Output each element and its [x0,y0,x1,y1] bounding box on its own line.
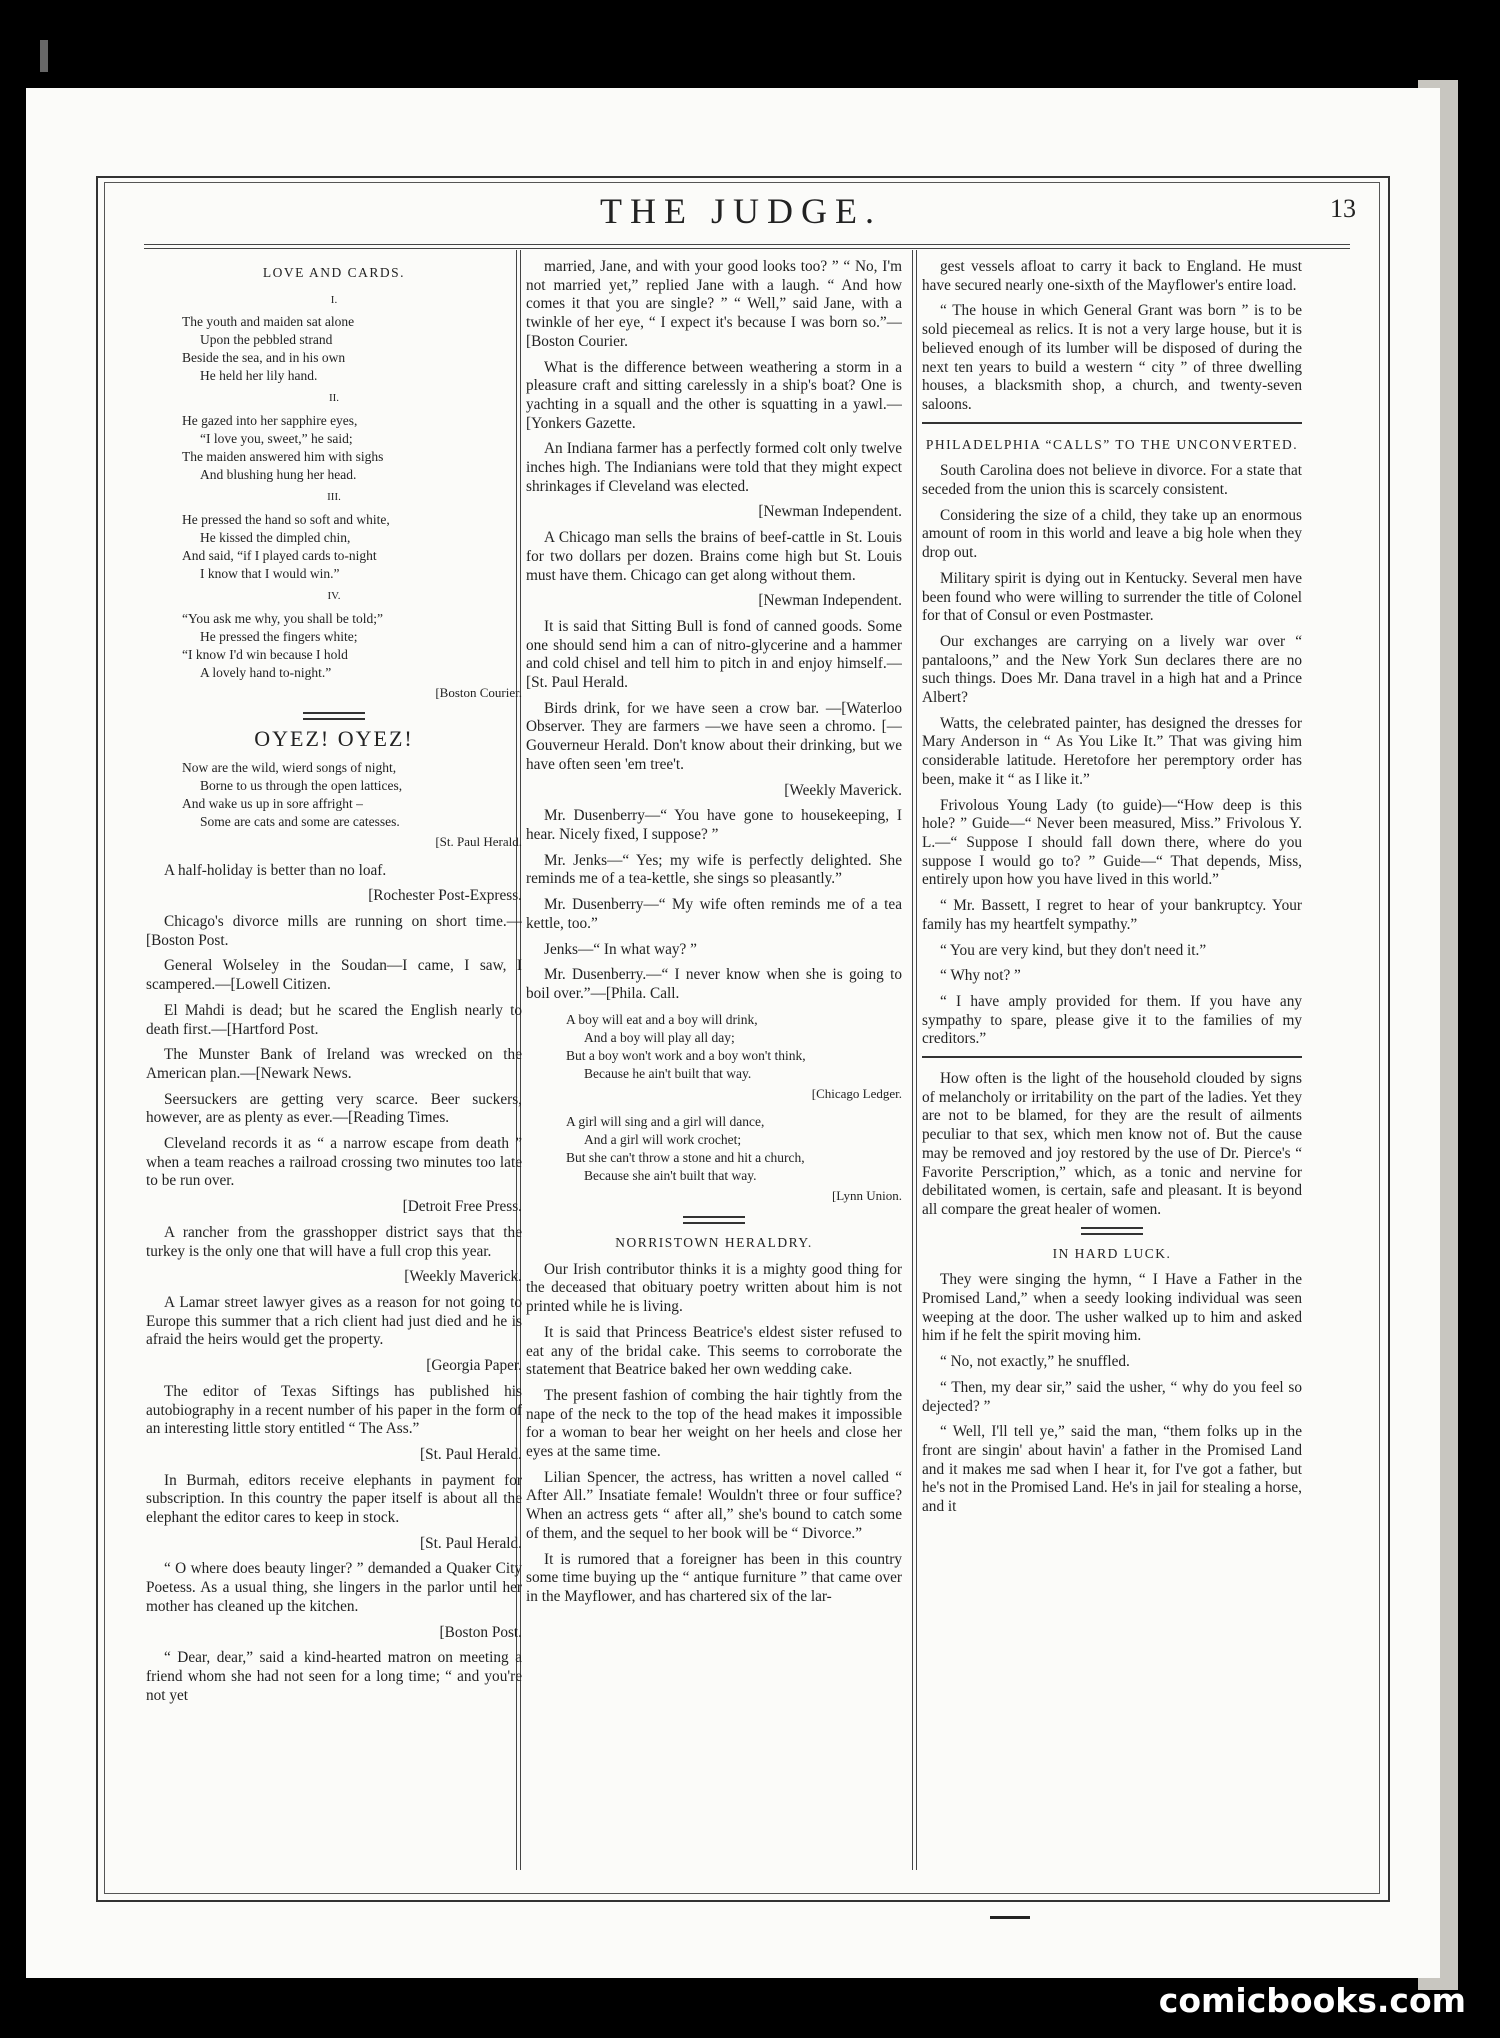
section-divider [922,422,1302,426]
oyez-poem [182,759,522,831]
watermark: comicbooks.com [1158,1981,1466,2020]
paragraph: “ No, not exactly,” he snuffled. [940,1353,1130,1371]
masthead [104,190,1378,240]
paragraph: Our exchanges are carrying on a lively war over “ pantaloons,” and the New York Sun declares there are no such things. Does Mr. Dana travel in a high hat and a Prince Albert? [922,632,1302,707]
source-credit: [Weekly Maverick. [784,781,902,799]
column-1 [146,258,522,1858]
col1-items [146,862,522,1706]
verse-line: The youth and maiden sat alone [182,314,355,330]
paragraph: married, Jane, and with your good looks too? ” “ No, I'm not married yet,” replied Jane with a laugh. “ And how comes it that you are single? ” “ Well,” said Jane, with a twinkle of her eye, “ I expect it's because I was born so.”—[Boston Courier. [526,258,902,350]
paragraph: General Wolseley in the Soudan—I came, I saw, I scampered.—[Lowell Citizen. [146,957,522,994]
stanza-number: III. [327,491,341,504]
source-credit: [St. Paul Herald. [420,1534,522,1552]
paragraph: “ Why not? ” [940,967,1021,985]
source-credit: [Weekly Maverick. [404,1268,522,1286]
stanza-number: II. [328,392,340,405]
paragraph: gest vessels afloat to carry it back to England. He must have secured nearly one-sixth of the Mayflower's entire load. [922,258,1302,294]
paragraph: An Indiana farmer has a perfectly formed colt only twelve inches high. The Indianians were told that they might expect shrinkages if Cleveland was elected. [526,440,902,495]
paragraph: A rancher from the grasshopper district says that the turkey is the only one that will have a full crop this year. [146,1223,522,1260]
source-credit: [Chicago Ledger. [811,1085,902,1101]
verse-line: A girl will sing and a girl will dance, [566,1114,765,1130]
verse-line: Some are cats and some are catesses. [200,813,400,829]
verse-line: And blushing hung her head. [200,467,357,483]
paragraph: Watts, the celebrated painter, has designed the dresses for Mary Anderson in “ As You Like It.” That was giving him considerable latitude. Heretofore her peremptory order has been, make it “ as I like it.” [922,714,1302,788]
source-credit: [Newman Independent. [758,503,902,521]
verse-line: Borne to us through the open lattices, [200,777,403,793]
verse-line: He pressed the fingers white; [200,628,358,644]
norris-items [526,1261,902,1607]
verse-line: Upon the pebbled strand [200,332,333,348]
source-credit: [Newman Independent. [758,592,902,610]
paragraph: Cleveland records it as “ a narrow escape from death ” when a team reaches a railroad crossing two minutes too late to be run over. [146,1135,522,1190]
verse-line: “I love you, sweet,” he said; [200,431,353,447]
paragraph: Mr. Dusenberry.—“ I never know when she is going to boil over.”—[Phila. Call. [526,966,902,1002]
section-title: PHILADELPHIA “CALLS” TO THE UNCONVERTED. [925,436,1299,452]
source-credit: [St. Paul Herald. [420,1445,522,1463]
col3-lead [922,258,1302,415]
verse-line: Now are the wild, wierd songs of night, [182,759,397,775]
verse-line: But she can't throw a stone and hit a church, [566,1150,805,1166]
paragraph: A Chicago man sells the brains of beef-cattle in St. Louis for two dollars per dozen. Brains come high but St. Louis must have them. Chicago can get along without them. [526,529,902,584]
film-speck [40,40,48,72]
paragraph: “ I have amply provided for them. If you have any sympathy to spare, please give it to the families of my creditors.” [922,992,1302,1048]
paragraph: “ Dear, dear,” said a kind-hearted matron on meeting a friend whom she had not seen for a long time; “ and you're not yet [146,1649,522,1704]
poem-title: OYEZ! OYEZ! [254,726,414,752]
paragraph: Birds drink, for we have seen a crow bar. —[Waterloo Observer. They are farmers —we have seen a chromo. [—Gouverneur Herald. Don't know about their drinking, but we have often seen 'em tree't. [526,699,902,773]
verse-line: He held her lily hand. [200,368,318,384]
verse-line: And a boy will play all day; [584,1029,735,1045]
verse-line: But a boy won't work and a boy won't think, [566,1047,806,1063]
source-credit: [Detroit Free Press. [402,1198,522,1216]
paragraph: It is said that Sitting Bull is fond of canned goods. Some one should send him a can of nitro-glycerine and a hammer and cold chisel and tell him to pitch in and enjoy himself.—[St. Paul Herald. [526,617,902,692]
paragraph: In Burmah, editors receive elephants in payment for subscription. In this country the paper itself is about all the elephant the editor cares to keep in stock. [146,1471,522,1527]
paragraph: The present fashion of combing the hair tightly from the nape of the neck to the top of the head makes it impossible for a woman to bear her weight on her heels and close her eyes at the same time. [526,1386,902,1461]
paragraph: “ Then, my dear sir,” said the usher, “ why do you feel so dejected? ” [922,1378,1302,1415]
paragraph: Mr. Dusenberry—“ You have gone to housekeeping, I hear. Nicely fixed, I suppose? ” [526,807,902,843]
paragraph: A Lamar street lawyer gives as a reason for not going to Europe this summer that a rich client had just died and he is afraid the heirs would get the property. [146,1293,522,1349]
paragraph: It is rumored that a foreigner has been in this country some time buying up the “ antique furniture ” that came over in the Mayflower, and has chartered six of the lar- [526,1550,902,1605]
paragraph: “ The house in which General Grant was born ” is to be sold piecemeal as relics. It is not a very large house, but it is believed enough of its lumber will be disposed of during the next ten years to build a western “ city ” of three dwelling houses, a blacksmith shop, a church, and twenty-seven saloons. [922,302,1302,413]
verse-line: And wake us up in sore affright – [182,795,363,811]
girl-poem [566,1113,902,1185]
verse-line: He gazed into her sapphire eyes, [182,413,358,429]
stanza [182,511,522,583]
paragraph: A half-holiday is better than no loaf. [164,861,387,879]
verse-line: Beside the sea, and in his own [182,350,346,366]
poem-title: LOVE AND CARDS. [262,265,406,280]
source-credit: [Boston Courier. [435,684,522,700]
source-credit: [Rochester Post-Express. [368,887,522,905]
verse-line: Because he ain't built that way. [584,1065,752,1081]
paragraph: Chicago's divorce mills are running on short time.—[Boston Post. [146,913,522,949]
paragraph: The Munster Bank of Ireland was wrecked on the American plan.—[Newark News. [146,1046,522,1082]
paragraph: Considering the size of a child, they take up an enormous amount of room in this world and leave a big hole when they drop out. [922,506,1302,562]
verse-line: He pressed the hand so soft and white, [182,511,390,527]
stanza [182,412,522,484]
paragraph: Mr. Dusenberry—“ My wife often reminds me of a tea kettle, too.” [526,896,902,932]
source-credit: [Boston Post. [439,1623,522,1641]
paragraph: They were singing the hymn, “ I Have a Father in the Promised Land,” when a seedy looking individual was seen weeping at the door. The usher walked up to him and asked him if he felt the spirit moving him. [922,1271,1302,1345]
verse-line: And a girl will work crochet; [584,1132,742,1148]
paragraph: Lilian Spencer, the actress, has written a novel called “ After All.” Insatiate female! Wouldn't three or four suffice? When an actress gets “ after all,” she's bound to catch some of them, and the sequel to her book will be “ Divorce.” [526,1468,902,1542]
verse-line: “You ask me why, you shall be told;” [182,610,383,626]
section-divider [1081,1227,1143,1235]
paragraph: The editor of Texas Siftings has published his autobiography in a recent number of his paper in the form of an interesting little story entitled “ The Ass.” [146,1382,522,1438]
verse-line: “I know I'd win because I hold [182,646,348,662]
verse-line: Because she ain't built that way. [584,1168,757,1184]
page-number: 13 [1330,194,1356,223]
paragraph: Jenks—“ In what way? ” [544,940,697,958]
section-title: NORRISTOWN HERALDRY. [615,1235,813,1251]
masthead-rule [144,244,1350,249]
boy-poem [566,1011,902,1083]
verse-line: He kissed the dimpled chin, [200,529,351,545]
paragraph: Frivolous Young Lady (to guide)—“How deep is this hole? ” Guide—“ Never been measured, Miss.” Frivolous Y. L.—“ Suppose I should fall down there, where do you suppose I would go to? ” Guide—“ That depends, Miss, entirely upon how you have lived in this world.” [922,796,1302,889]
bottom-mark [990,1916,1030,1919]
section-title: IN HARD LUCK. [1052,1245,1172,1261]
advertisement: How often is the light of the household clouded by signs of melancholy or irritability on the part of the ladies. Yet they are not to be blamed, for they are the result of ailments peculiar to that sex, which men know not of. But the cause may be removed and joy restored by the use of Dr. Pierce's “ Favorite Perscription,” which, as a tonic and nervine for debilitated women, is certain, safe and pleasant. It is beyond all compare the great healer of women. [922,1070,1302,1218]
paragraph: “ Well, I'll tell ye,” said the man, “them folks up in the front are singin' about havin' a father in the Promised Land and it makes me sad when I hear it, for I've got a father, but he's not in the Promised Land. He's in jail for stealing a horse, and it [922,1423,1302,1516]
col2-items [526,258,902,1004]
stanza [182,610,522,682]
stanza-number: I. [330,293,338,306]
section-divider [303,712,365,720]
paragraph: What is the difference between weathering a storm in a pleasure craft and sitting carelessly in a ship's boat? One is yachting in a squall and the other is squatting in a yawl.—[Yonkers Gazette. [526,358,902,432]
column-2 [526,258,902,1858]
paragraph: “ Mr. Bassett, I regret to hear of your bankruptcy. Your family has my heartfelt sympathy.” [922,897,1302,933]
stanza [182,313,522,385]
source-credit: [St. Paul Herald. [435,833,522,849]
verse-line: I know that I would win.” [200,565,340,581]
paragraph: Mr. Jenks—“ Yes; my wife is perfectly delighted. She reminds me of a tea-kettle, she sings so pleasantly.” [526,851,902,888]
verse-line: And said, “if I played cards to-night [182,547,377,563]
paragraph: Our Irish contributor thinks it is a mighty good thing for the deceased that obituary poetry written about him is not printed while he is living. [526,1260,902,1316]
section-divider [683,1216,745,1224]
phila-items [922,462,1302,1049]
verse-line: A boy will eat and a boy will drink, [566,1011,758,1027]
paragraph: Seersuckers are getting very scarce. Beer suckers, however, are as plenty as ever.—[Reading Times. [146,1090,522,1127]
love-poem [146,291,522,682]
verse-line: The maiden answered him with sighs [182,449,384,465]
paragraph: Military spirit is dying out in Kentucky. Several men have been found who were willing to surrender the title of Colonel for that of Consul or even Postmaster. [922,569,1302,625]
stanza-number: IV. [327,589,341,602]
masthead-title: THE JUDGE. [600,191,882,231]
paragraph: It is said that Princess Beatrice's eldest sister refused to eat any of the bridal cake. This seems to corroborate the statement that Beatrice baked her own wedding cake. [526,1323,902,1379]
paragraph: “ O where does beauty linger? ” demanded a Quaker City Poetess. As a usual thing, she lingers in the parlor until her mother has cleaned up the kitchen. [146,1560,522,1615]
column-3 [922,258,1302,1858]
section-divider [922,1056,1302,1060]
source-credit: [Georgia Paper. [426,1357,522,1375]
paragraph: “ You are very kind, but they don't need it.” [940,941,1207,959]
paragraph: El Mahdi is dead; but he scared the English nearly to death first.—[Hartford Post. [146,1001,522,1038]
verse-line: A lovely hand to-night.” [200,664,332,680]
paragraph: South Carolina does not believe in divorce. For a state that seceded from the union this is scarcely consistent. [922,462,1302,499]
column-separator [912,250,917,1870]
luck-items [922,1271,1302,1516]
source-credit: [Lynn Union. [831,1188,902,1204]
